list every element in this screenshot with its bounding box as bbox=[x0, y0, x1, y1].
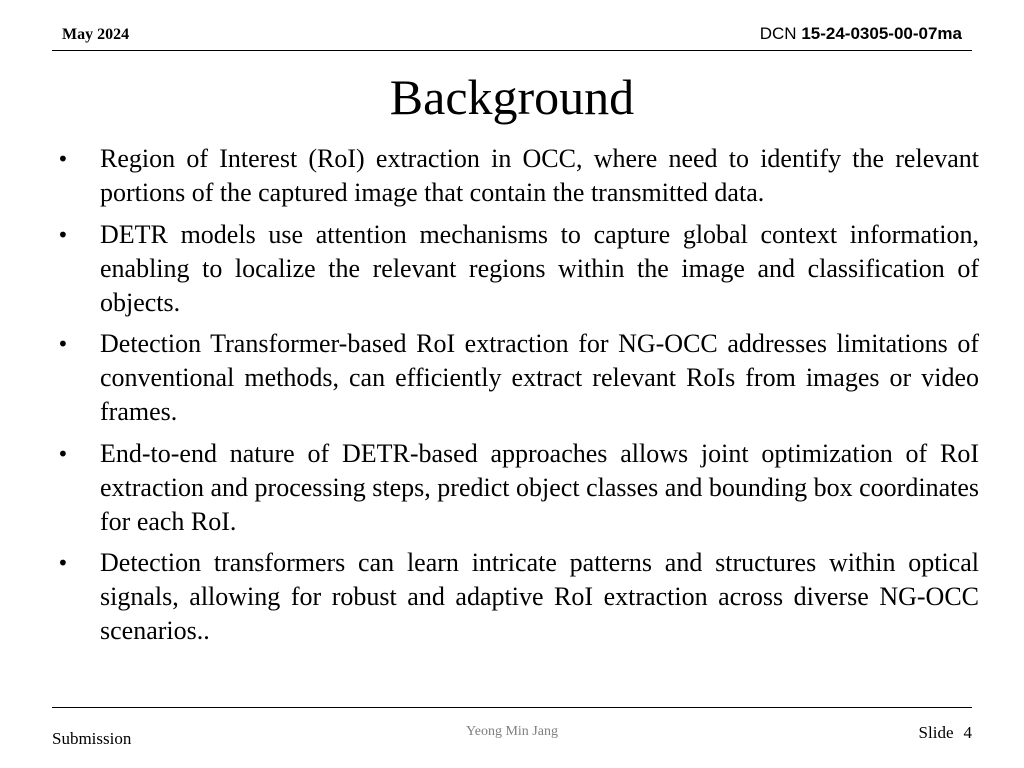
dcn-label: DCN bbox=[759, 24, 797, 43]
slide-number: 4 bbox=[963, 723, 972, 742]
bullet-icon: • bbox=[57, 222, 69, 247]
bullet-icon: • bbox=[57, 441, 69, 466]
bullet-text: Detection transformers can learn intricate patterns and structures within optical signals, allowing for robust and adaptive RoI extraction across diverse NG-OCC scenarios.. bbox=[100, 548, 979, 645]
header-dcn bbox=[760, 24, 962, 44]
footer-submission: Submission bbox=[52, 729, 132, 748]
bullet-item bbox=[55, 142, 979, 210]
slide-label: Slide bbox=[918, 723, 954, 742]
dcn-number: 15-24-0305-00-07ma bbox=[801, 24, 962, 43]
footer-author: Yeong Min Jang bbox=[466, 724, 558, 739]
bullet-text: End-to-end nature of DETR-based approaches allows joint optimization of RoI extraction and processing steps, predict object classes and bounding box coordinates for each RoI. bbox=[100, 438, 979, 536]
bullet-text: Region of Interest (RoI) extraction in OCC, where need to identify the relevant portions of the captured image that contain the transmitted data. bbox=[100, 144, 979, 207]
header-rule bbox=[52, 50, 972, 51]
bullet-icon: • bbox=[57, 332, 69, 356]
footer-rule bbox=[52, 707, 972, 708]
bullet-item bbox=[55, 327, 979, 429]
bullet-item bbox=[55, 546, 979, 648]
bullet-icon: • bbox=[57, 147, 69, 171]
bullet-text: DETR models use attention mechanisms to capture global context information, enabling to localize the relevant regions within the image and classification of objects. bbox=[100, 219, 979, 317]
footer-slide bbox=[919, 723, 972, 743]
bullet-list bbox=[55, 142, 979, 656]
bullet-item bbox=[55, 218, 979, 320]
header-date: May 2024 bbox=[62, 26, 130, 43]
slide-title: Background bbox=[389, 69, 635, 125]
bullet-text: Detection Transformer-based RoI extraction for NG-OCC addresses limitations of conventional methods, can efficiently extract relevant RoIs from images or video frames. bbox=[100, 329, 979, 426]
bullet-icon: • bbox=[57, 551, 69, 575]
bullet-item bbox=[55, 437, 979, 539]
